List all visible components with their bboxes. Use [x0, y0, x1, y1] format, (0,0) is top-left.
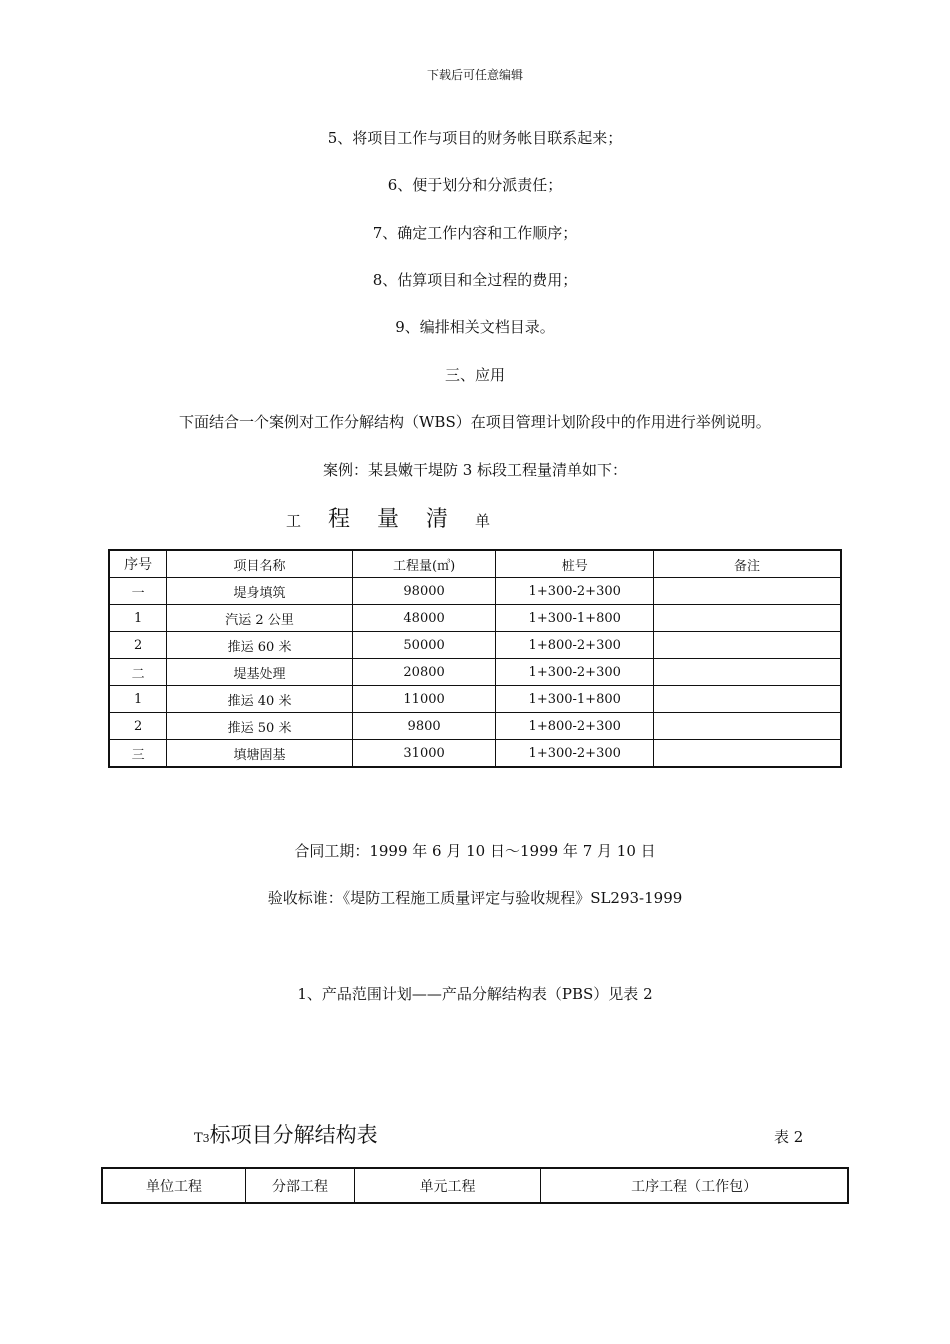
table-cell	[654, 659, 841, 686]
table-row	[109, 632, 841, 659]
table-cell: 31000	[352, 740, 496, 768]
table-cell: 堤基处理	[167, 659, 352, 686]
table-row	[109, 659, 841, 686]
qty-title-middle: 程 量 清	[328, 507, 459, 532]
qty-title-last: 单	[475, 512, 501, 530]
list-item: 7、确定工作内容和工作顺序；	[372, 224, 578, 242]
col-header: 桩号	[496, 550, 654, 578]
table-cell	[654, 713, 841, 740]
table-row	[109, 605, 841, 632]
table-cell: 1+300-1+800	[496, 605, 654, 632]
col-header: 单位工程	[102, 1168, 246, 1203]
table-cell: 50000	[352, 632, 496, 659]
col-header: 工序工程（工作包）	[541, 1168, 848, 1203]
col-header: 备注	[654, 550, 841, 578]
table-cell: 2	[109, 632, 167, 659]
table2-title-main: 标项目分解结构表	[209, 1123, 378, 1147]
table-cell: 推运 40 米	[167, 686, 352, 713]
table-cell: 一	[109, 578, 167, 605]
table-cell: 1+800-2+300	[496, 632, 654, 659]
table-row	[109, 686, 841, 713]
table-cell	[654, 605, 841, 632]
table-cell: 1	[109, 605, 167, 632]
table-cell: 推运 60 米	[167, 632, 352, 659]
case-line: 案例：某县嫩干堤防 3 标段工程量清单如下：	[322, 461, 628, 479]
table-cell: 填塘固基	[167, 740, 352, 768]
table-row	[109, 578, 841, 605]
pbs-table	[101, 1167, 849, 1204]
table-cell	[654, 686, 841, 713]
col-header: 单元工程	[354, 1168, 540, 1203]
section-title: 三、应用	[444, 366, 505, 384]
table2-title-subscript: 3	[202, 1132, 210, 1145]
table2-title	[194, 1119, 378, 1149]
table-cell: 20800	[352, 659, 496, 686]
table-cell	[654, 632, 841, 659]
table-cell: 1+800-2+300	[496, 713, 654, 740]
table-cell: 98000	[352, 578, 496, 605]
qty-title-first: 工	[286, 512, 312, 530]
table-cell: 汽运 2 公里	[167, 605, 352, 632]
table-cell: 1+300-2+300	[496, 578, 654, 605]
table-cell: 48000	[352, 605, 496, 632]
table-cell: 堤身填筑	[167, 578, 352, 605]
col-header: 工程量(㎥)	[352, 550, 496, 578]
col-header: 分部工程	[246, 1168, 355, 1203]
intro-paragraph: 下面结合一个案例对工作分解结构（WBS）在项目管理计划阶段中的作用进行举例说明。	[179, 413, 771, 431]
list-item: 5、将项目工作与项目的财务帐目联系起来；	[327, 129, 623, 147]
page-header: 下载后可任意编辑	[426, 68, 523, 82]
table-row	[109, 713, 841, 740]
table-cell	[654, 740, 841, 768]
table-cell: 推运 50 米	[167, 713, 352, 740]
list-item: 8、估算项目和全过程的费用；	[372, 271, 578, 289]
table-cell: 9800	[352, 713, 496, 740]
table-cell	[654, 578, 841, 605]
table-header-row	[109, 550, 841, 578]
table-cell: 2	[109, 713, 167, 740]
acceptance-standard: 验收标谁：《堤防工程施工质量评定与验收规程》SL293-1999	[267, 889, 683, 907]
table2-title-prefix: T	[194, 1131, 203, 1146]
table-cell: 1+300-2+300	[496, 740, 654, 768]
list-item: 6、便于划分和分派责任；	[387, 176, 563, 194]
col-header: 项目名称	[167, 550, 352, 578]
table-cell: 11000	[352, 686, 496, 713]
table-cell: 三	[109, 740, 167, 768]
contract-period: 合同工期：1999 年 6 月 10 日～1999 年 7 月 10 日	[294, 842, 656, 860]
table-cell: 1+300-2+300	[496, 659, 654, 686]
col-header: 序号	[109, 550, 167, 578]
table2-label: 表 2	[774, 1128, 804, 1146]
table-cell: 1	[109, 686, 167, 713]
qty-table-title	[286, 502, 500, 533]
table-cell: 1+300-1+800	[496, 686, 654, 713]
product-scope-line: 1、产品范围计划——产品分解结构表（PBS）见表 2	[297, 985, 653, 1003]
quantity-table	[108, 549, 842, 768]
table-row	[109, 740, 841, 768]
table-header-row	[102, 1168, 848, 1203]
table-cell: 二	[109, 659, 167, 686]
list-item: 9、编排相关文档目录。	[395, 318, 555, 336]
